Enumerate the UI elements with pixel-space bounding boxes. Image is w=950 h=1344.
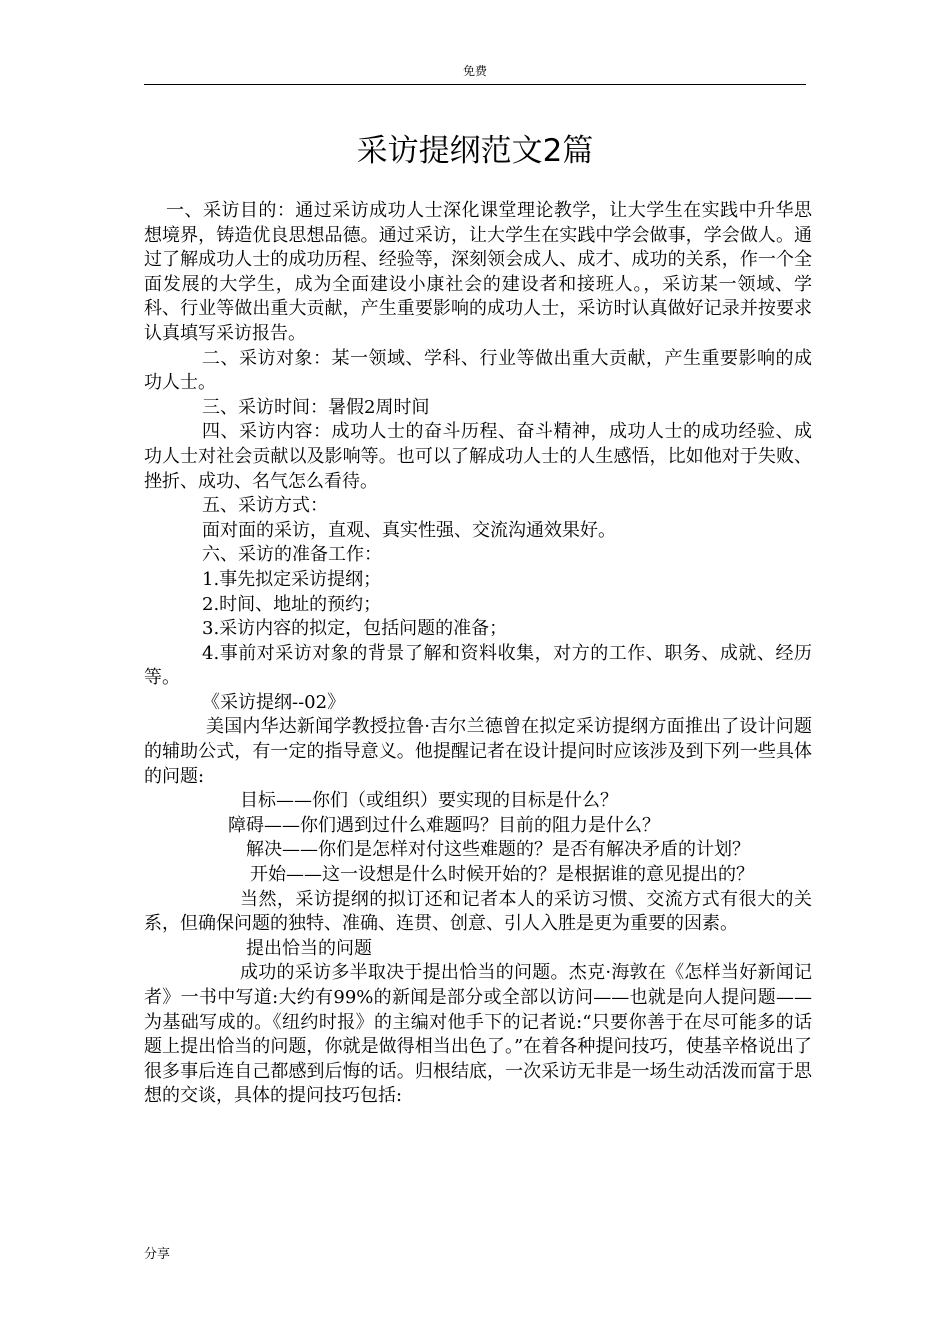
paragraph-proper-questions: 成功的采访多半取决于提出恰当的问题。杰克·海敦在《怎样当好新闻记者》一书中写道:大约有99%的新闻是部分或全部以访问——也就是向人提问题——为基础写成的。《纽约时报》的主编对他手下的记者说:“只要你善于在尽可能多的话题上提出恰当的问题，你就是做得相当出色了。”在着各种提问技巧，使基辛格说出了很多事后连自己都感到后悔的话。归根结底，一次采访无非是一场生动活泼而富于思想的交谈，具体的提问技巧包括:: [144, 962, 812, 1107]
question-goal: 目标——你们（或组织）要实现的目标是什么？: [240, 790, 618, 812]
question-start: 开始——这一设想是什么时候开始的？是根据谁的意见提出的？: [250, 864, 754, 886]
section-heading-outline-02: 《采访提纲--02》: [202, 691, 346, 713]
list-item-1: 1.事先拟定采访提纲；: [202, 568, 382, 590]
footer-text: 分享: [144, 1247, 171, 1262]
page-header: [144, 62, 806, 85]
document-title: 采访提纲范文2篇: [356, 133, 594, 169]
list-item-3: 3.采访内容的拟定，包括问题的准备；: [202, 618, 508, 640]
paragraph-method-heading: 五、采访方式：: [202, 495, 328, 517]
paragraph-purpose: 一、采访目的：通过采访成功人士深化课堂理论教学，让大学生在实践中升华思想境界，铸造优良思想品德。通过采访，让大学生在实践中学会做事，学会做人。通过了解成功人士的成功历程、经验等，深刻领会成人、成才、成功的关系，作一个全面发展的大学生，成为全面建设小康社会的建设者和接班人。，采访某一领域、学科、行业等做出重大贡献，产生重要影响的成功人士，采访时认真做好记录并按要求认真填写采访报告。: [144, 200, 812, 344]
header-text: 免费: [462, 64, 487, 78]
question-solution: 解决——你们是怎样对付这些难题的？是否有解决矛盾的计划？: [246, 839, 750, 861]
paragraph-outline-note: 当然，采访提纲的拟订还和记者本人的采访习惯、交流方式有很大的关系，但确保问题的独特、准确、连贯、创意、引人入胜是更为重要的因素。: [144, 888, 812, 935]
paragraph-subject: 二、采访对象：某一领域、学科、行业等做出重大贡献，产生重要影响的成功人士。: [144, 347, 812, 394]
paragraph-formula-intro: 美国内华达新闻学教授拉鲁·吉尔兰德曾在拟定采访提纲方面推出了设计问题的辅助公式，有一定的指导意义。他提醒记者在设计提问时应该涉及到下列一些具体的问题:: [144, 716, 812, 787]
paragraph-preparation-heading: 六、采访的准备工作：: [202, 544, 382, 566]
document-body: [144, 199, 812, 1109]
section-heading-proper-questions: 提出恰当的问题: [246, 937, 372, 959]
paragraph-time: 三、采访时间：暑假2周时间: [202, 396, 430, 418]
page-footer: [144, 1246, 170, 1264]
paragraph-method: 面对面的采访，直观、真实性强、交流沟通效果好。: [202, 519, 616, 541]
paragraph-content: 四、采访内容：成功人士的奋斗历程、奋斗精神，成功人士的成功经验、成功人士对社会贡献以及影响等。也可以了解成功人士的人生感悟，比如他对于失败、挫折、成功、名气怎么看待。: [144, 421, 812, 492]
list-item-2: 2.时间、地址的预约；: [202, 593, 382, 615]
list-item-4: 4.事前对采访对象的背景了解和资料收集，对方的工作、职务、成就、经历等。: [144, 642, 812, 689]
question-obstacle: 障碍——你们遇到过什么难题吗？目前的阻力是什么？: [228, 814, 660, 836]
